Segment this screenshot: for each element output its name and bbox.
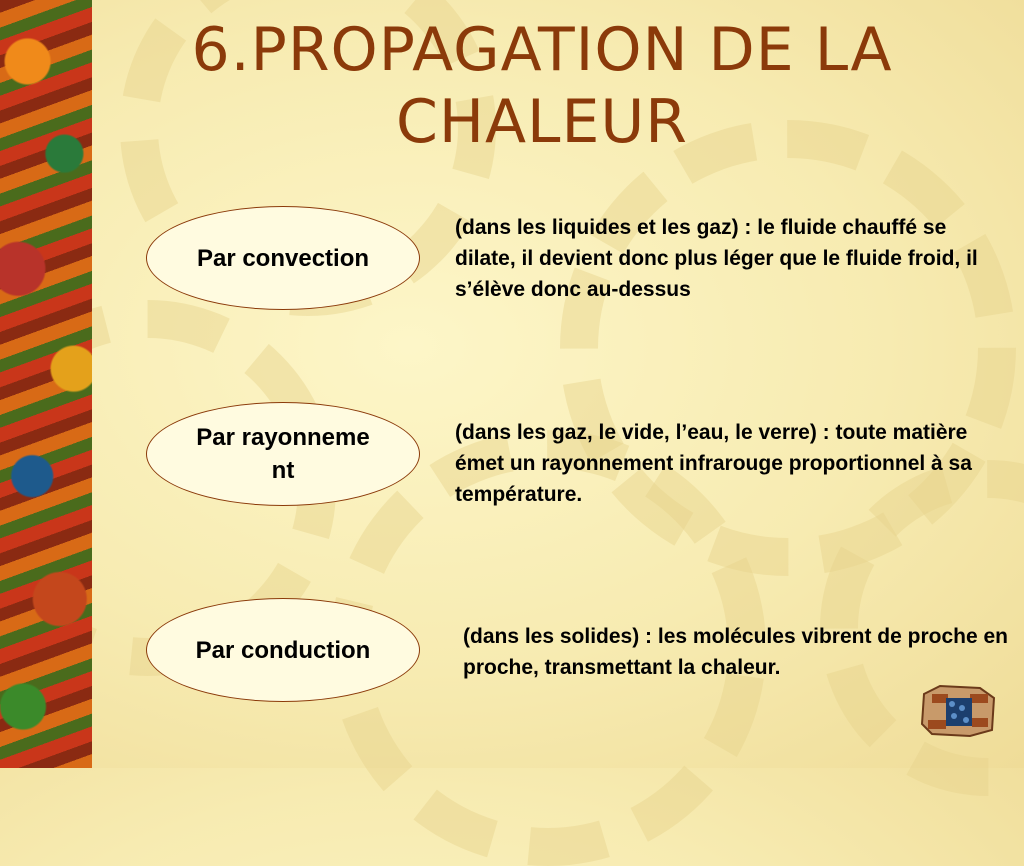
conduction-oval [146,598,420,702]
rayonnement-label: Par rayonnement [196,424,370,484]
rayonnement-oval [146,402,420,506]
conduction-label: Par conduction [195,636,371,664]
brick-wall-icon [920,684,998,738]
convection-label: Par convection [196,244,370,272]
rayonnement-description: (dans les gaz, le vide, l’eau, le verre) : toute matière émet un rayonnement infrarouge proportionnel à sa température. [455,421,972,506]
decorative-side-strip [0,0,92,768]
convection-description: (dans les liquides et les gaz) : le fluide chauffé se dilate, il devient donc plus léger que le fluide froid, il s’élève donc au-dessus [455,216,978,301]
convection-oval [146,206,420,310]
slide-title: 6.PROPAGATION DE LA CHALEUR [191,15,893,157]
conduction-description: (dans les solides) : les molécules vibrent de proche en proche, transmettant la chaleur. [463,625,1009,679]
